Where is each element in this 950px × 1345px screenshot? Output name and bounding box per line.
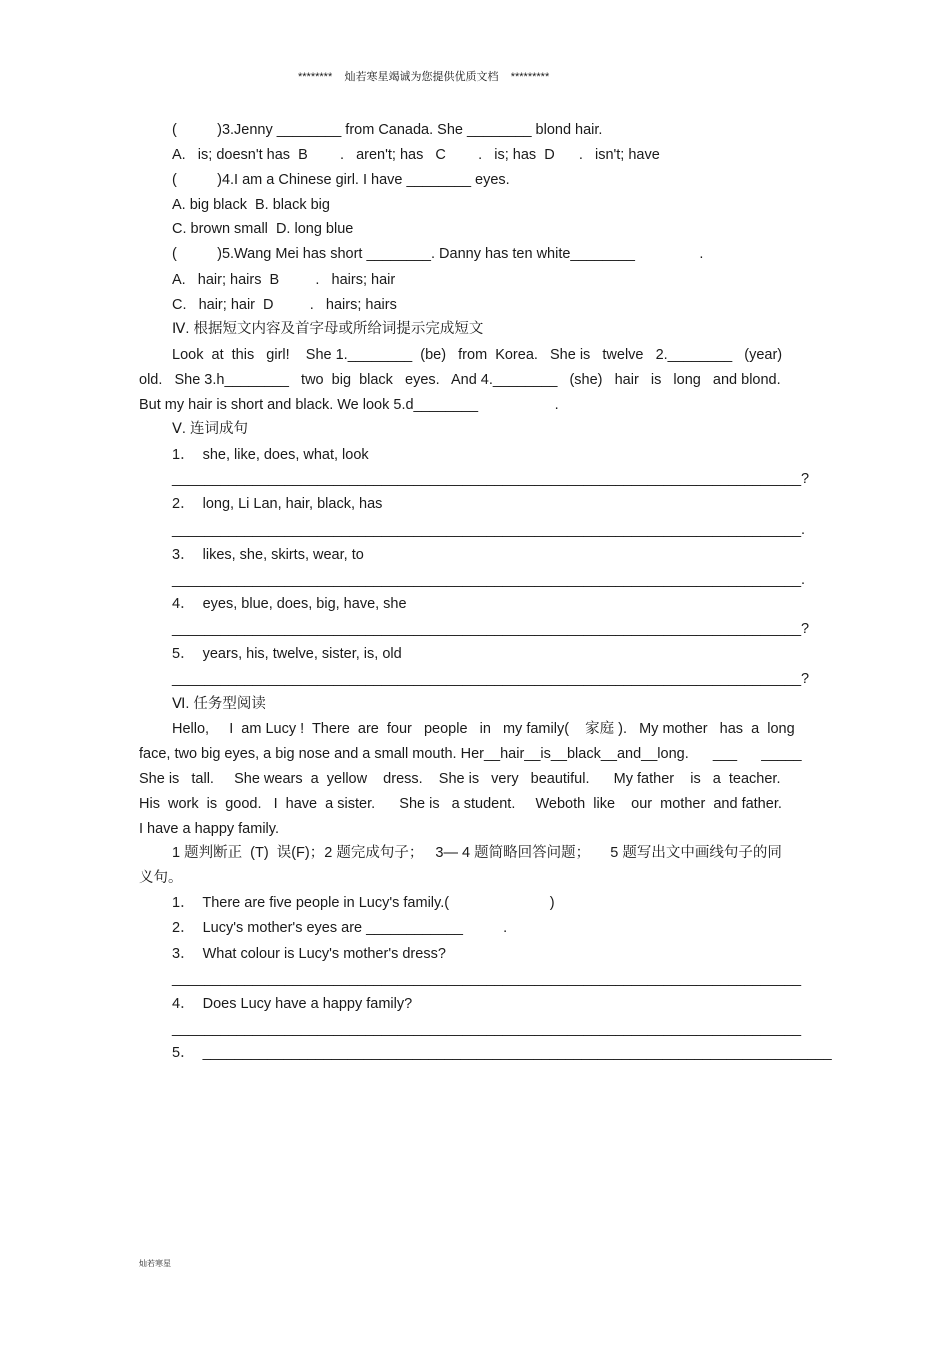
question-3-options: A. is; doesn't has B . aren't; has C . is; has D . isn't; have (172, 147, 660, 163)
question-4: ( )4.I am a Chinese girl. I have ________ eyes. (172, 172, 510, 188)
answer-line: ______________________________________________________________________________. (172, 572, 806, 588)
sentence-item: 3． likes, she, skirts, wear, to (172, 547, 364, 563)
question-3: ( )3.Jenny ________ from Canada. She ________ blond hair. (172, 122, 603, 138)
sentence-item: 4． eyes, blue, does, big, have, she (172, 596, 407, 612)
question-5: ( )5.Wang Mei has short ________. Danny has ten white________ . (172, 246, 704, 262)
question-5-options-cd: C. hair; hair D . hairs; hairs (172, 297, 397, 313)
instructions: 义句。 (139, 870, 183, 886)
instructions: 1 题判断正 (T) 误(F)；2 题完成句子； 3— 4 题简略回答问题； 5 题写出文中画线句子的同 (172, 845, 782, 861)
answer-line: ______________________________________________________________________________. (172, 522, 806, 538)
reading-question: 1． There are five people in Lucy's family.( ) (172, 895, 555, 911)
reading-line: She is tall. She wears a yellow dress. She is very beautiful. My father is a teacher. (139, 771, 781, 787)
answer-line: ______________________________________________________________________________? (172, 621, 810, 637)
section-5-heading: Ⅴ. 连词成句 (172, 421, 248, 437)
sentence-item: 1． she, like, does, what, look (172, 447, 369, 463)
reading-question: 3． What colour is Lucy's mother's dress? (172, 946, 446, 962)
reading-line: face, two big eyes, a big nose and a small mouth. Her__hair__is__black__and__long. ___ _____ (139, 746, 802, 762)
page-footer: 灿若寒星 (139, 1259, 171, 1268)
answer-line: ______________________________________________________________________________? (172, 471, 810, 487)
answer-line: ______________________________________________________________________________ (172, 971, 802, 987)
passage-line: But my hair is short and black. We look 5.d________ . (139, 397, 559, 413)
section-6-heading: Ⅵ. 任务型阅读 (172, 696, 266, 712)
question-5-options-ab: A. hair; hairs B . hairs; hair (172, 272, 396, 288)
sentence-item: 2． long, Li Lan, hair, black, has (172, 496, 383, 512)
reading-question: 4． Does Lucy have a happy family? (172, 996, 413, 1012)
section-4-heading: Ⅳ. 根据短文内容及首字母或所给词提示完成短文 (172, 321, 484, 337)
answer-line: ______________________________________________________________________________ (172, 1021, 802, 1037)
question-4-options-cd: C. brown small D. long blue (172, 221, 354, 237)
reading-question: 5． ______________________________________________________________________________ (172, 1045, 832, 1061)
reading-line: I have a happy family. (139, 821, 279, 837)
page-header: ******** 灿若寒星竭诚为您提供优质文档 ********* (298, 71, 550, 83)
passage-line: old. She 3.h________ two big black eyes. And 4.________ (she) hair is long and blond. (139, 372, 781, 388)
reading-question: 2． Lucy's mother's eyes are ____________ . (172, 920, 508, 936)
question-4-options-ab: A. big black B. black big (172, 197, 330, 213)
answer-line: ______________________________________________________________________________? (172, 671, 810, 687)
passage-line: Look at this girl! She 1.________ (be) from Korea. She is twelve 2.________ (year) (172, 347, 783, 363)
reading-line: Hello, I am Lucy ! There are four people in my family( 家庭 ). My mother has a long (172, 721, 795, 737)
reading-line: His work is good. I have a sister. She is a student. Weboth like our mother and father. (139, 796, 782, 812)
sentence-item: 5． years, his, twelve, sister, is, old (172, 646, 402, 662)
